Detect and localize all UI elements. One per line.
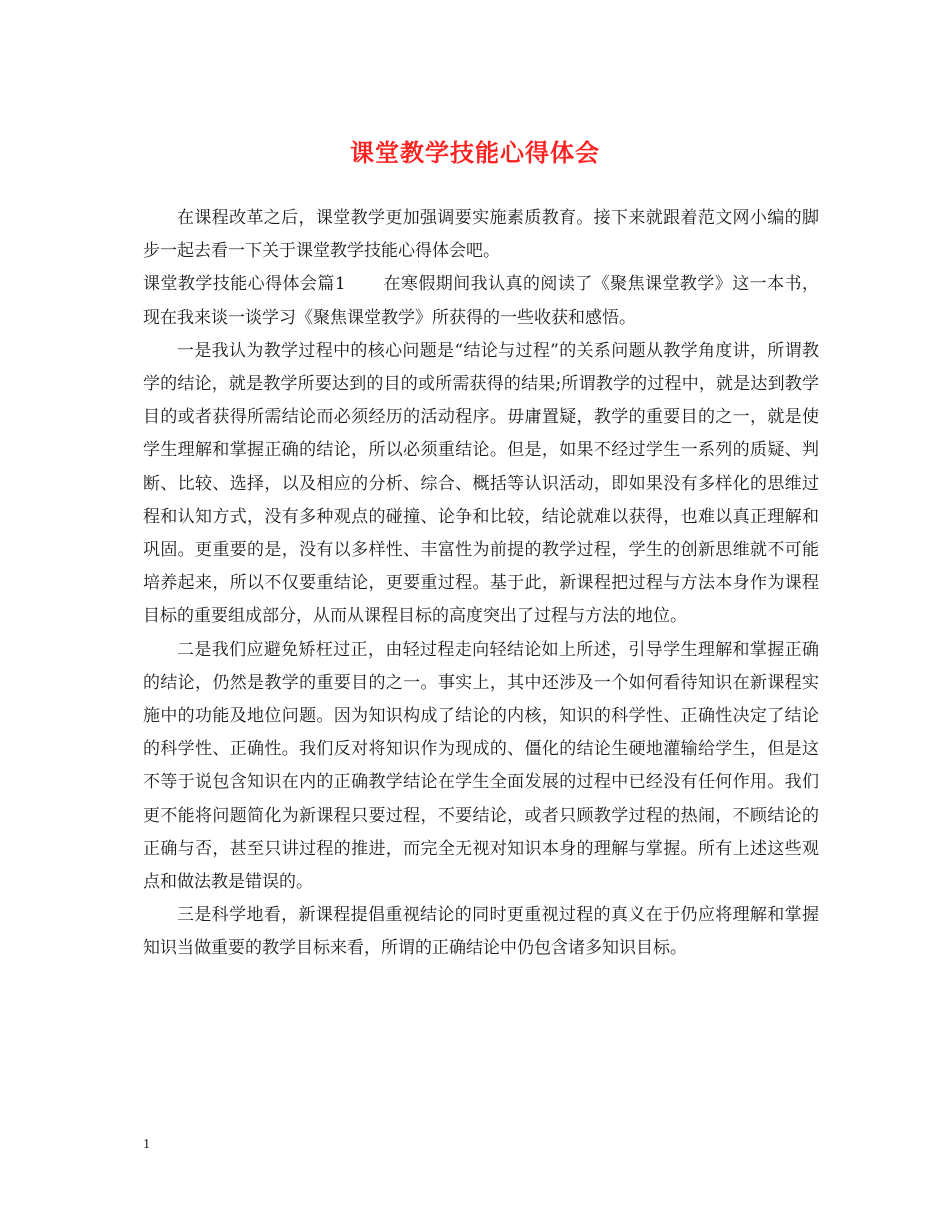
page-number: 1 xyxy=(143,1137,150,1152)
paragraph-one: 一是我认为教学过程中的核心问题是“结论与过程”的关系问题从教学角度讲，所谓教学的结论，就是教学所要达到的目的或所需获得的结果;所谓教学的过程中，就是达到教学目的或者获得所需结论而必须经历的活动程序。毋庸置疑，教学的重要目的之一，就是使学生理解和掌握正确的结论，所以必须重结论。但是，如果不经过学生一系列的质疑、判断、比较、选择，以及相应的分析、综合、概括等认识活动，即如果没有多样化的思维过程和认知方式，没有多种观点的碰撞、论争和比较，结论就难以获得，也难以真正理解和巩固。更重要的是，没有以多样性、丰富性为前提的教学过程，学生的创新思维就不可能培养起来，所以不仅要重结论，更要重过程。基于此，新课程把过程与方法本身作为课程目标的重要组成部分，从而从课程目标的高度突出了过程与方法的地位。 xyxy=(143,340,819,627)
intro-paragraph: 在课程改革之后，课堂教学更加强调要实施素质教育。接下来就跟着范文网小编的脚步一起去看一下关于课堂教学技能心得体会吧。 xyxy=(143,208,819,262)
section-first-paragraph xyxy=(143,268,819,334)
section-heading: 课堂教学技能心得体会篇1 xyxy=(143,274,346,295)
paragraph-two: 二是我们应避免矫枉过正，由轻过程走向轻结论如上所述，引导学生理解和掌握正确的结论，仍然是教学的重要目的之一。事实上，其中还涉及一个如何看待知识在新课程实施中的功能及地位问题。因为知识构成了结论的内核，知识的科学性、正确性决定了结论的科学性、正确性。我们反对将知识作为现成的、僵化的结论生硬地灌输给学生，但是这不等于说包含知识在内的正确教学结论在学生全面发展的过程中已经没有任何作用。我们更不能将问题简化为新课程只要过程，不要结论，或者只顾教学过程的热闹，不顾结论的正确与否，甚至只讲过程的推进，而完全无视对知识本身的理解与掌握。所有上述这些观点和做法教是错误的。 xyxy=(143,639,819,893)
section-first-text: 在寒假期间我认真的阅读了《聚焦课堂教学》这一本书，现在我来谈一谈学习《聚焦课堂教学》所获得的一些收获和感悟。 xyxy=(143,274,819,328)
document-title: 课堂教学技能心得体会 xyxy=(350,138,600,167)
document-body xyxy=(143,202,819,966)
paragraph-three: 三是科学地看，新课程提倡重视结论的同时更重视过程的真义在于仍应将理解和掌握知识当做重要的教学目标来看，所谓的正确结论中仍包含诸多知识目标。 xyxy=(143,905,819,959)
